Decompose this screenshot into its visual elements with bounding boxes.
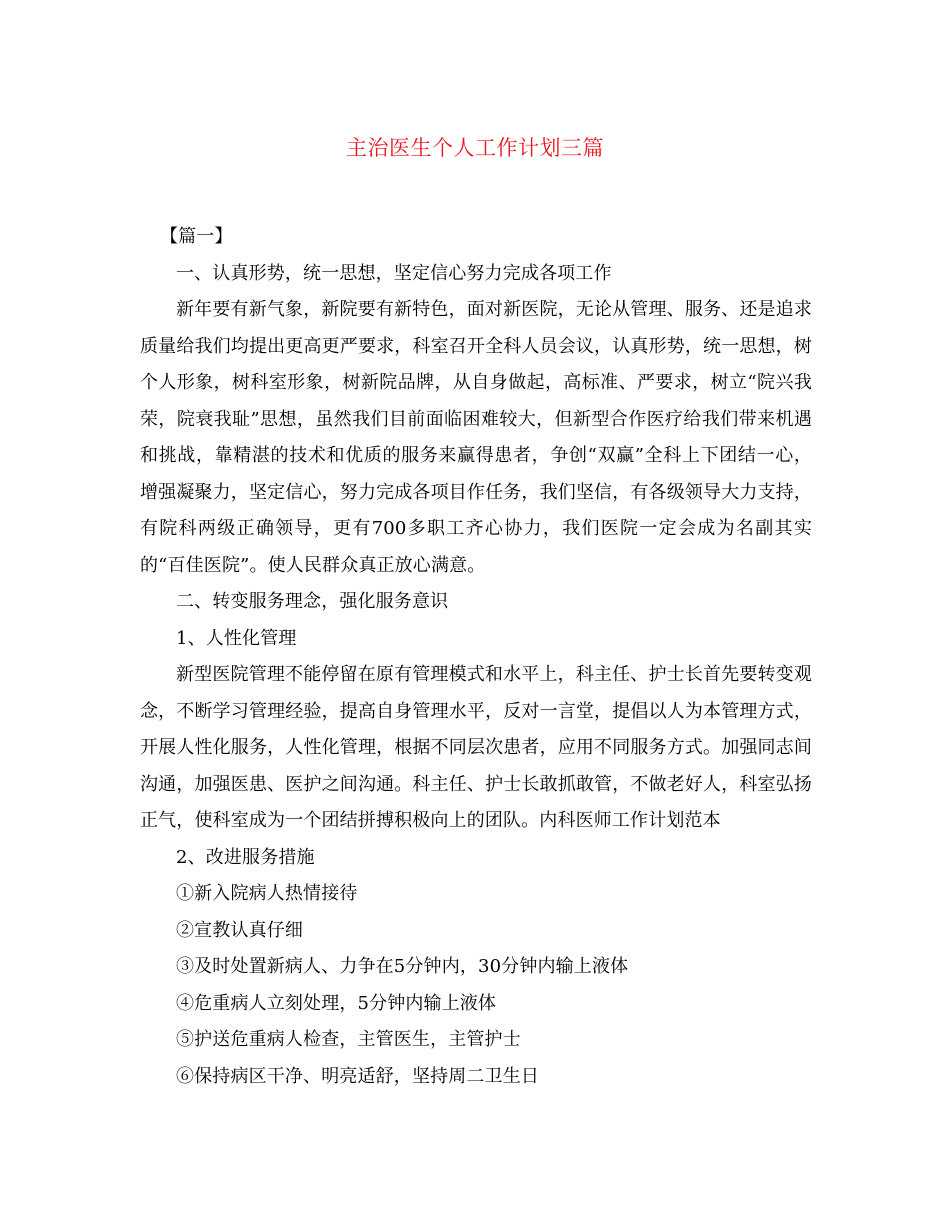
paragraph: 1、人性化管理 bbox=[176, 627, 297, 649]
section-heading: 【篇一】 bbox=[160, 226, 233, 247]
list-item: ⑥保持病区干净、明亮适舒，坚持周二卫生日 bbox=[176, 1065, 539, 1087]
list-item: ①新入院病人热情接待 bbox=[176, 883, 358, 904]
paragraph: 新型医院管理不能停留在原有管理模式和水平上，科主任、护士长首先要转变观念，不断学习管理经验，提高自身管理水平，反对一言堂，提倡以人为本管理方式，开展人性化服务，人性化管理，根据不同层次患者，应用不同服务方式。加强同志间沟通，加强医患、医护之间沟通。科主任、护士长敢抓敢管，不做老好人，科室弘扬正气，使科室成为一个团结拼搏积极向上的团队。内科医师工作计划范本 bbox=[140, 664, 812, 831]
paragraph: 二、转变服务理念，强化服务意识 bbox=[176, 591, 449, 612]
list-item: ②宣教认真仔细 bbox=[176, 919, 304, 941]
paragraph: 新年要有新气象，新院要有新特色，面对新医院，无论从管理、服务、还是追求质量给我们均提出更高更严要求，科室召开全科人员会议，认真形势，统一思想，树个人形象，树科室形象，树新院品牌，从自身做起，高标准、严要求，树立“院兴我荣，院衰我耻”思想，虽然我们目前面临困难较大，但新型合作医疗给我们带来机遇和挑战，靠精湛的技术和优质的服务来赢得患者，争创“双赢”全科上下团结一心，增强凝聚力，坚定信心，努力完成各项目作任务，我们坚信，有各级领导大力支持，有院科两级正确领导，更有700多职工齐心协力，我们医院一定会成为名副其实的“百佳医院”。使人民群众真正放心满意。 bbox=[140, 299, 812, 576]
paragraph: 一、认真形势，统一思想，坚定信心努力完成各项工作 bbox=[176, 262, 612, 284]
paragraph: 2、改进服务措施 bbox=[176, 846, 315, 868]
list-item: ⑤护送危重病人检查，主管医生，主管护士 bbox=[176, 1029, 521, 1050]
document-title: 主治医生个人工作计划三篇 bbox=[346, 136, 604, 160]
list-item: ④危重病人立刻处理，5分钟内输上液体 bbox=[176, 992, 497, 1014]
list-item: ③及时处置新病人、力争在5分钟内，30分钟内输上液体 bbox=[176, 956, 629, 977]
document-body bbox=[140, 219, 812, 1095]
